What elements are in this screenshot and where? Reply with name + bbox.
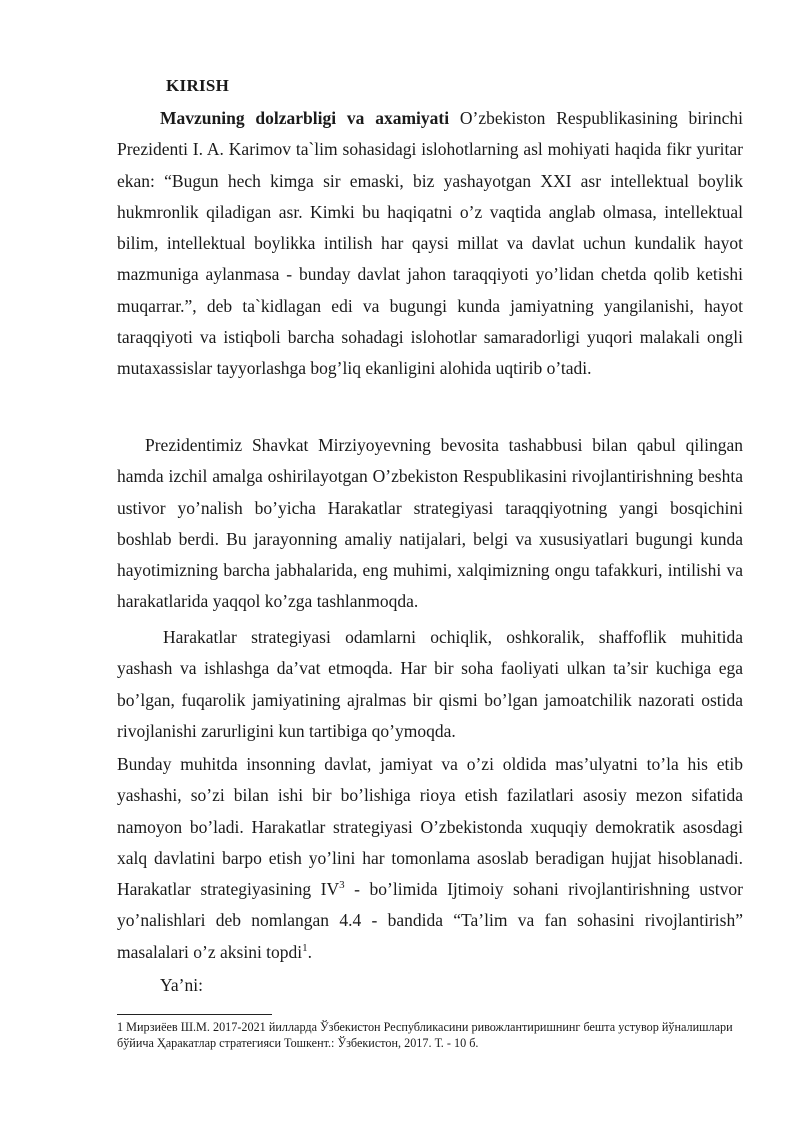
superscript-ref: 3 [339,879,345,892]
page-title: KIRISH [166,76,230,95]
paragraph-openness: Harakatlar strategiyasi odamlarni ochiqlik, oshkoralik, shaffoflik muhitida yashash va ishlashga da’vat etmoqda. Har bir soha faoliyati ulkan ta’sir kuchiga ega bo’lgan, fuqarolik jamiyatining ajralmas bir qismi bo’lgan jamoatchilik nazorati ostida rivojlanishi zarurligini kun tartibiga qo’ymoqda. [117,627,743,741]
footnote: 1 Мирзиёев Ш.М. 2017-2021 йилларда Ўзбекистон Республикасини ривожлантиришнинг бешта устувор йўналишлари бўйича Ҳаракатлар стратегияси Тошкент.: Ўзбекистон, 2017. Т. - 10 б. [117,1020,733,1050]
paragraph-responsibility [117,749,743,968]
paragraph-text-part2: - bo’limida Ijtimoiy sohani rivojlantirishning ustvor yo’nalishlari deb nomlangan 4.4 - bandida “Ta’lim va fan sohasini rivojlantirish” masalalari o’z aksini topdi [117,879,743,962]
footnote-divider [117,1014,272,1015]
paragraph-relevance [117,103,743,385]
paragraph-strategy: Prezidentimiz Shavkat Mirziyoyevning bevosita tashabbusi bilan qabul qilingan hamda izchil amalga oshirilayotgan O’zbekiston Respublikasini rivojlantirishning beshta ustivor yo’nalish bo’yicha Harakatlar strategiyasi taraqqiyotning yangi bosqichini boshlab berdi. Bu jarayonning amaliy natijalari, belgi va xususiyatlari bugungi kunda hayotimizning barcha jabhalarida, eng muhimi, xalqimizning ongu tafakkuri, intilishi va harakatlarida yaqqol ko’zga tashlanmoqda. [117,435,743,612]
paragraph-text-part3: . [307,941,313,962]
paragraph-lead: Mavzuning dolzarbligi va axamiyati [160,108,450,128]
paragraph-text: O’zbekiston Respublikasining birinchi Prezidenti I. A. Karimov ta`lim sohasidagi islohotlarning asl mohiyati haqida fikr yuritar ekan: “Bugun hech kimga sir emaski, biz yashayotgan XXI asr intellektual boylik hukmronlik qiladigan asr. Kimki bu haqiqatni o’z vaqtida anglab olmasa, intellektual bilim, intellektual boylikka intilish har qaysi millat va davlat uchun kundalik hayot mazmuniga aylanmasa - bunday davlat jahon taraqqiyoti yo’lidan chetda qolib ketishi muqarrar.”, deb ta`kidlagan edi va bugungi kunda jamiyatning yangilanishi, hayot taraqqiyoti va istiqboli barcha sohadagi islohotlar samaradorligi yuqori malakali ongli mutaxassislar tayyorlashga bog’liq ekanligini alohida uqtirib o’tadi. [117,108,743,379]
yani-label: Ya’ni: [160,975,203,995]
footnote-ref: 1 [302,941,308,954]
paragraph-text-part1: Bunday muhitda insonning davlat, jamiyat va o’zi oldida mas’ulyatni to’la his etib yashashi, so’zi bilan ishi bir bo’lishiga rioya etish fazilatlari asosiy mezon sifatida namoyon bo’ladi. Harakatlar strategiyasi O’zbekistonda xuquqiy demokratik asosdagi xalq davlatini barpo etish yo’lini har tomonlama asoslab beradigan hujjat hisoblanadi. Harakatlar strategiyasining IV [117,754,743,900]
